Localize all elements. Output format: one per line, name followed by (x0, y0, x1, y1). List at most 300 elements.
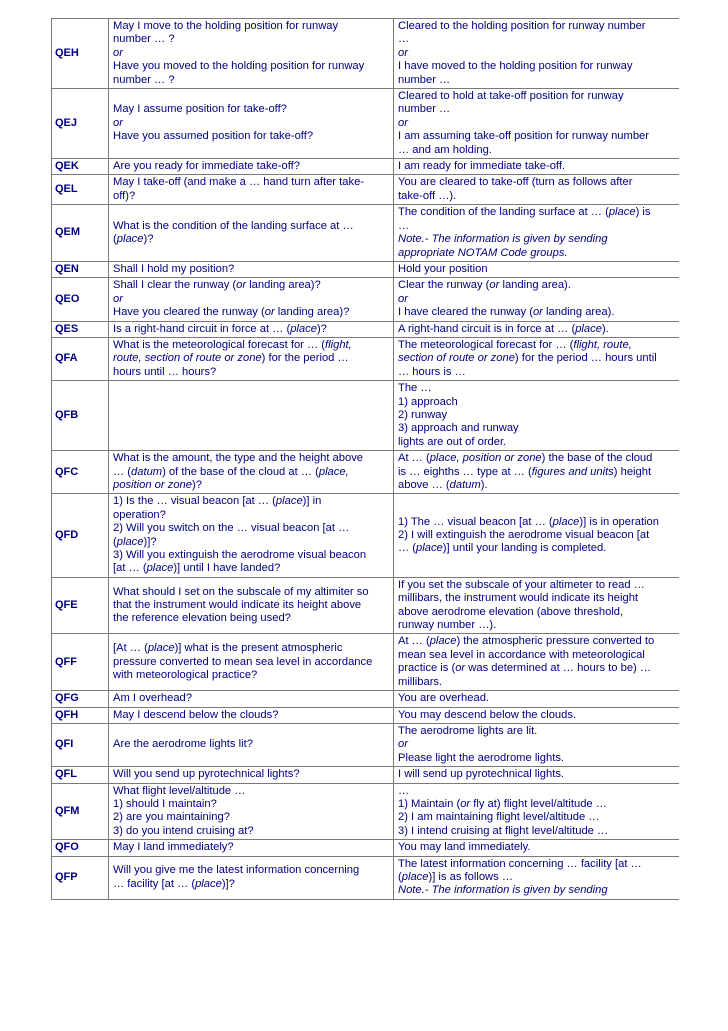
table-row (52, 577, 680, 634)
question-line (113, 785, 390, 798)
answer-line (398, 103, 676, 116)
answer-line (398, 662, 676, 675)
text: number … ? (113, 33, 175, 46)
q-code: QFD (52, 494, 109, 577)
italic-text: or (113, 116, 123, 129)
table-row (52, 261, 680, 277)
question-line (113, 60, 390, 73)
text: I am assuming take-off position for runway number (398, 130, 650, 143)
text: What is the amount, the type and the height above (113, 452, 364, 465)
answer-line (398, 396, 676, 409)
text: Shall I hold my position? (113, 262, 235, 275)
table-row (52, 767, 680, 783)
q-code: QEO (52, 278, 109, 321)
text: May I move to the holding position for runway (113, 20, 339, 32)
table-row (52, 634, 680, 691)
italic-text: figures and units (531, 465, 614, 478)
text: The … (398, 382, 432, 395)
question-line (113, 536, 390, 549)
text: Have you assumed position for take-off? (113, 130, 314, 143)
q-code: QFG (52, 691, 109, 707)
text: … and am holding. (398, 143, 492, 156)
answer-cell (394, 337, 680, 380)
q-code: QEH (52, 19, 109, 89)
answer-cell (394, 707, 680, 723)
text: )? (192, 479, 202, 491)
text: landing area)? (246, 279, 321, 292)
answer-cell (394, 89, 680, 159)
italic-text: or (398, 116, 408, 129)
question-line (113, 841, 390, 854)
answer-cell (394, 278, 680, 321)
text: hours until … hours? (113, 365, 217, 378)
answer-line (398, 436, 676, 449)
answer-cell (394, 381, 680, 451)
italic-text: Note.- The information is given by sending (398, 233, 608, 246)
text: was determined at … hours to be) … (465, 662, 652, 675)
text: )] what is the present atmospheric (174, 642, 343, 655)
question-line (113, 669, 390, 682)
question-cell (109, 577, 394, 634)
question-line (113, 117, 390, 130)
question-line (113, 339, 390, 352)
question-cell (109, 767, 394, 783)
text: Are you ready for immediate take-off? (113, 160, 300, 173)
question-line (113, 825, 390, 838)
table-row (52, 707, 680, 723)
question-cell (109, 321, 394, 337)
question-line (113, 190, 390, 203)
answer-cell (394, 494, 680, 577)
question-cell (109, 278, 394, 321)
answer-line (398, 529, 676, 542)
question-cell (109, 337, 394, 380)
italic-text: route, section of route or zone (113, 352, 262, 365)
text: mean sea level in accordance with meteorological (398, 648, 645, 661)
italic-text: flight, route, (573, 338, 632, 351)
question-line (113, 798, 390, 811)
answer-line (398, 692, 676, 705)
answer-line (398, 841, 676, 854)
text: with meteorological practice? (113, 668, 258, 681)
q-code-table (51, 18, 679, 900)
italic-text: place (290, 322, 317, 335)
text: 1) The … visual beacon [at … ( (398, 515, 553, 528)
text: number … (398, 103, 451, 116)
answer-line (398, 74, 676, 87)
text: )? (143, 233, 154, 246)
italic-text: place (575, 322, 602, 335)
text: The condition of the landing surface at … ( (398, 206, 609, 219)
text: practice is ( (398, 662, 456, 675)
question-line (113, 599, 390, 612)
answer-line (398, 635, 676, 648)
answer-line (398, 60, 676, 73)
text: What is the meteorological forecast for … ( (113, 338, 326, 351)
question-line (113, 692, 390, 705)
text: Clear the runway ( (398, 279, 490, 292)
table-row (52, 278, 680, 321)
text: 1) approach (398, 395, 458, 408)
table-row (52, 175, 680, 205)
text: )] in (302, 495, 322, 508)
answer-line (398, 592, 676, 605)
answer-line (398, 606, 676, 619)
question-cell (109, 19, 394, 89)
answer-line (398, 409, 676, 422)
text: 2) runway (398, 408, 448, 421)
question-line (113, 479, 390, 492)
answer-line (398, 858, 676, 871)
italic-text: place (429, 635, 457, 648)
italic-text: flight, (325, 338, 352, 351)
italic-text: place (195, 877, 222, 890)
text: above … ( (398, 479, 450, 491)
text: I am ready for immediate take-off. (398, 160, 566, 173)
italic-text: place (552, 515, 580, 528)
italic-text: or (236, 279, 247, 292)
text: ( (113, 535, 117, 548)
question-cell (109, 856, 394, 899)
question-line (113, 160, 390, 173)
answer-cell (394, 159, 680, 175)
question-cell (109, 707, 394, 723)
question-line (113, 768, 390, 781)
text: lights are out of order. (398, 435, 507, 448)
table-row (52, 723, 680, 766)
question-line (113, 709, 390, 722)
text: The aerodrome lights are lit. (398, 724, 538, 737)
text: I have moved to the holding position for runway (398, 60, 633, 73)
answer-cell (394, 634, 680, 691)
text: … (398, 33, 410, 46)
answer-line (398, 90, 676, 103)
q-code: QFB (52, 381, 109, 451)
text: )] is as follows … (428, 870, 514, 883)
text: You may land immediately. (398, 841, 531, 854)
answer-line (398, 649, 676, 662)
question-line (113, 352, 390, 365)
answer-line (398, 352, 676, 365)
question-cell (109, 89, 394, 159)
italic-text: place (401, 870, 429, 883)
question-line (113, 103, 390, 116)
q-code: QEN (52, 261, 109, 277)
answer-line (398, 160, 676, 173)
q-code: QFF (52, 634, 109, 691)
question-line (113, 509, 390, 522)
answer-line (398, 752, 676, 765)
answer-line (398, 709, 676, 722)
text: ( (398, 870, 402, 883)
text: I have cleared the runway ( (398, 306, 533, 319)
question-line (113, 522, 390, 535)
italic-text: or (398, 46, 408, 59)
answer-line (398, 233, 676, 246)
text: off)? (113, 189, 136, 202)
text: Hold your position (398, 262, 488, 275)
answer-line (398, 725, 676, 738)
text: runway number …). (398, 619, 497, 632)
text: ). (480, 479, 488, 491)
question-line (113, 864, 390, 877)
question-line (113, 293, 390, 306)
question-line (113, 220, 390, 233)
q-code: QEM (52, 205, 109, 262)
text: You are cleared to take-off (turn as follows after (398, 176, 633, 189)
answer-cell (394, 783, 680, 840)
italic-text: datum (449, 479, 481, 491)
table-row (52, 783, 680, 840)
question-cell (109, 494, 394, 577)
text: is … eighths … type at … ( (398, 465, 532, 478)
text: [at … ( (113, 562, 147, 575)
text: )] is in operation (579, 515, 659, 528)
text: ). (601, 322, 609, 335)
q-code: QFE (52, 577, 109, 634)
question-line (113, 20, 390, 33)
answer-line (398, 247, 676, 260)
question-line (113, 233, 390, 246)
text: May I land immediately? (113, 841, 234, 854)
text: You may descend below the clouds. (398, 708, 577, 721)
text: I will send up pyrotechnical lights. (398, 768, 565, 781)
text: At … ( (398, 635, 430, 648)
answer-line (398, 516, 676, 529)
table-row (52, 337, 680, 380)
answer-line (398, 306, 676, 319)
question-line (113, 74, 390, 87)
text: 3) approach and runway (398, 422, 519, 435)
answer-line (398, 206, 676, 219)
question-line (113, 130, 390, 143)
question-line (113, 263, 390, 276)
italic-text: appropriate NOTAM Code groups. (398, 246, 568, 259)
text: 2) I am maintaining flight level/altitude … (398, 811, 600, 824)
answer-line (398, 382, 676, 395)
text: Will you send up pyrotechnical lights? (113, 768, 300, 781)
text: millibars, the instrument would indicate its height (398, 592, 639, 605)
text: take-off …). (398, 189, 457, 202)
italic-text: datum (131, 465, 163, 478)
question-cell (109, 451, 394, 494)
answer-line (398, 825, 676, 838)
q-code: QFH (52, 707, 109, 723)
answer-line (398, 871, 676, 884)
question-cell (109, 723, 394, 766)
italic-text: or (489, 279, 500, 292)
answer-line (398, 117, 676, 130)
text: What flight level/altitude … (113, 784, 246, 797)
question-line (113, 612, 390, 625)
q-code: QFP (52, 856, 109, 899)
text: landing area). (542, 306, 615, 319)
text: If you set the subscale of your altimeter to read … (398, 578, 645, 591)
text: … hours is … (398, 365, 466, 378)
table-row (52, 451, 680, 494)
question-line (113, 811, 390, 824)
answer-line (398, 619, 676, 632)
text: the reference elevation being used? (113, 612, 291, 625)
text: number … (398, 73, 451, 86)
answer-line (398, 785, 676, 798)
text: fly at) flight level/altitude … (470, 797, 607, 810)
question-cell (109, 205, 394, 262)
italic-text: place (116, 233, 144, 246)
question-line (113, 366, 390, 379)
text: … ( (113, 465, 132, 478)
q-code: QEJ (52, 89, 109, 159)
answer-line (398, 339, 676, 352)
table-row (52, 381, 680, 451)
question-line (113, 549, 390, 562)
question-line (113, 466, 390, 479)
table-viewport (51, 18, 679, 975)
table-row (52, 159, 680, 175)
answer-cell (394, 451, 680, 494)
text: ) height (613, 465, 652, 478)
answer-cell (394, 321, 680, 337)
answer-line (398, 452, 676, 465)
table-row (52, 691, 680, 707)
text: A right-hand circuit is in force at … ( (398, 322, 576, 335)
text: 2) are you maintaining? (113, 811, 230, 824)
text: Is a right-hand circuit in force at … ( (113, 322, 291, 335)
question-cell (109, 691, 394, 707)
text: pressure converted to mean sea level in accordance (113, 655, 373, 668)
question-cell (109, 159, 394, 175)
text: May I descend below the clouds? (113, 708, 279, 721)
text: )? (316, 322, 327, 335)
table-row (52, 856, 680, 899)
question-line (113, 495, 390, 508)
table-row (52, 205, 680, 262)
q-code: QFM (52, 783, 109, 840)
answer-cell (394, 175, 680, 205)
answer-line (398, 130, 676, 143)
answer-line (398, 884, 676, 897)
text: 2) I will extinguish the aerodrome visual beacon [at (398, 528, 650, 541)
answer-line (398, 768, 676, 781)
answer-cell (394, 723, 680, 766)
text: The latest information concerning … facility [at … (398, 857, 642, 870)
text: Have you moved to the holding position for runway (113, 60, 365, 73)
italic-text: place (416, 542, 443, 555)
text: that the instrument would indicate its height above (113, 598, 362, 611)
question-line (113, 306, 390, 319)
question-line (113, 562, 390, 575)
question-line (113, 452, 390, 465)
table-row (52, 321, 680, 337)
answer-line (398, 33, 676, 46)
text: 1) Maintain ( (398, 797, 461, 810)
q-code: QES (52, 321, 109, 337)
text: … ( (398, 542, 417, 555)
answer-line (398, 579, 676, 592)
question-cell (109, 783, 394, 840)
answer-cell (394, 691, 680, 707)
text: Cleared to the holding position for runway number (398, 20, 646, 32)
text: Will you give me the latest information concerning (113, 864, 360, 877)
answer-line (398, 676, 676, 689)
question-line (113, 642, 390, 655)
text: Cleared to hold at take-off position for runway (398, 90, 624, 103)
text: … (398, 784, 410, 797)
text: Are the aerodrome lights lit? (113, 738, 253, 751)
question-line (113, 176, 390, 189)
italic-text: place, position or zone (429, 452, 542, 465)
answer-line (398, 279, 676, 292)
text: You are overhead. (398, 692, 490, 705)
text: ) for the period … hours until (514, 352, 657, 365)
italic-text: place, (318, 465, 349, 478)
text: The meteorological forecast for … ( (398, 338, 574, 351)
text: ) is (635, 206, 651, 219)
text: number … ? (113, 73, 175, 86)
text: 1) should I maintain? (113, 797, 217, 810)
text: 3) Will you extinguish the aerodrome visual beacon (113, 549, 367, 562)
q-code: QFA (52, 337, 109, 380)
q-code: QEK (52, 159, 109, 175)
text: ) the base of the cloud (541, 452, 653, 465)
text: 1) Is the … visual beacon [at … ( (113, 495, 276, 508)
answer-cell (394, 840, 680, 856)
answer-line (398, 366, 676, 379)
italic-text: place (608, 206, 636, 219)
answer-line (398, 811, 676, 824)
q-code-table-body (52, 19, 680, 900)
text: At … ( (398, 452, 430, 465)
question-cell (109, 840, 394, 856)
question-line (113, 323, 390, 336)
question-line (113, 279, 390, 292)
answer-cell (394, 205, 680, 262)
answer-line (398, 293, 676, 306)
text: )]? (143, 535, 157, 548)
answer-line (398, 144, 676, 157)
answer-line (398, 47, 676, 60)
text: 3) do you intend cruising at? (113, 824, 254, 837)
answer-cell (394, 19, 680, 89)
text: Please light the aerodrome lights. (398, 751, 565, 764)
italic-text: or (398, 738, 408, 751)
q-code: QFO (52, 840, 109, 856)
q-code: QFL (52, 767, 109, 783)
italic-text: or (113, 292, 123, 305)
answer-line (398, 220, 676, 233)
text: 3) I intend cruising at flight level/altitude … (398, 824, 609, 837)
text: operation? (113, 508, 166, 521)
answer-line (398, 323, 676, 336)
question-line (113, 47, 390, 60)
text: … (398, 219, 410, 232)
italic-text: or (264, 306, 275, 319)
text: )] until your landing is completed. (442, 542, 607, 555)
question-line (113, 738, 390, 751)
text: May I assume position for take-off? (113, 103, 287, 116)
answer-line (398, 190, 676, 203)
answer-cell (394, 767, 680, 783)
question-line (113, 586, 390, 599)
text: [At … ( (113, 642, 148, 655)
text: What is the condition of the landing surface at … (113, 219, 354, 232)
italic-text: or (113, 46, 123, 59)
text: ( (113, 233, 117, 246)
text: above aerodrome elevation (above threshold, (398, 605, 624, 618)
text: Am I overhead? (113, 692, 192, 705)
question-line (113, 656, 390, 669)
text: ) the atmospheric pressure converted to (456, 635, 655, 648)
